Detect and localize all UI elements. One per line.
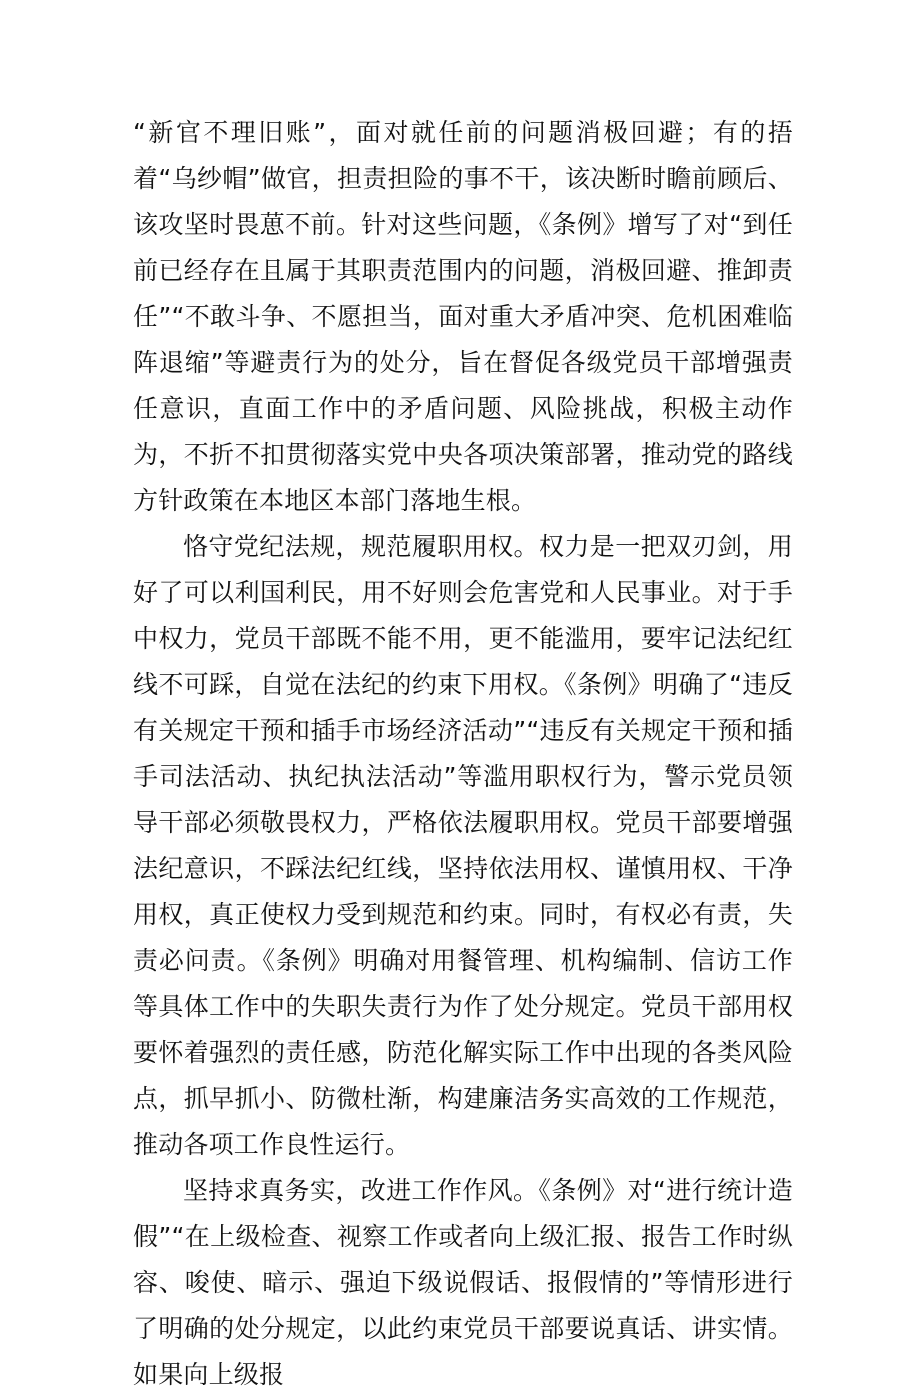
paragraph-work-style: 坚持求真务实，改进工作作风。《条例》对“进行统计造假”“在上级检查、视察工作或者向上级汇报、报告工作时纵容、唆使、暗示、强迫下级说假话、报假情的”等情形进行了明确的处分规定，以此约束党员干部要说真话、讲实情。如果向上级报 [133, 1176, 793, 1389]
paragraph-continuation: “新官不理旧账”，面对就任前的问题消极回避；有的捂着“乌纱帽”做官，担责担险的事不干，该决断时瞻前顾后、该攻坚时畏葸不前。针对这些问题，《条例》增写了对“到任前已经存在且属于其职责范围内的问题，消极回避、推卸责任”“不敢斗争、不愿担当，面对重大矛盾冲突、危机困难临阵退缩”等避责行为的处分，旨在督促各级党员干部增强责任意识，直面工作中的矛盾问题、风险挑战，积极主动作为，不折不扣贯彻落实党中央各项决策部署，推动党的路线方针政策在本地区本部门落地生根。 [133, 118, 793, 515]
document-body [133, 110, 793, 1398]
paragraph-discipline-power: 恪守党纪法规，规范履职用权。权力是一把双刃剑，用好了可以利国利民，用不好则会危害党和人民事业。对于手中权力，党员干部既不能不用，更不能滥用，要牢记法纪红线不可踩，自觉在法纪的约束下用权。《条例》明确了“违反有关规定干预和插手市场经济活动”“违反有关规定干预和插手司法活动、执纪执法活动”等滥用职权行为，警示党员领导干部必须敬畏权力，严格依法履职用权。党员干部要增强法纪意识，不踩法纪红线，坚持依法用权、谨慎用权、干净用权，真正使权力受到规范和约束。同时，有权必有责，失责必问责。《条例》明确对用餐管理、机构编制、信访工作等具体工作中的失职失责行为作了处分规定。党员干部用权要怀着强烈的责任感，防范化解实际工作中出现的各类风险点，抓早抓小、防微杜渐，构建廉洁务实高效的工作规范，推动各项工作良性运行。 [133, 532, 793, 1159]
